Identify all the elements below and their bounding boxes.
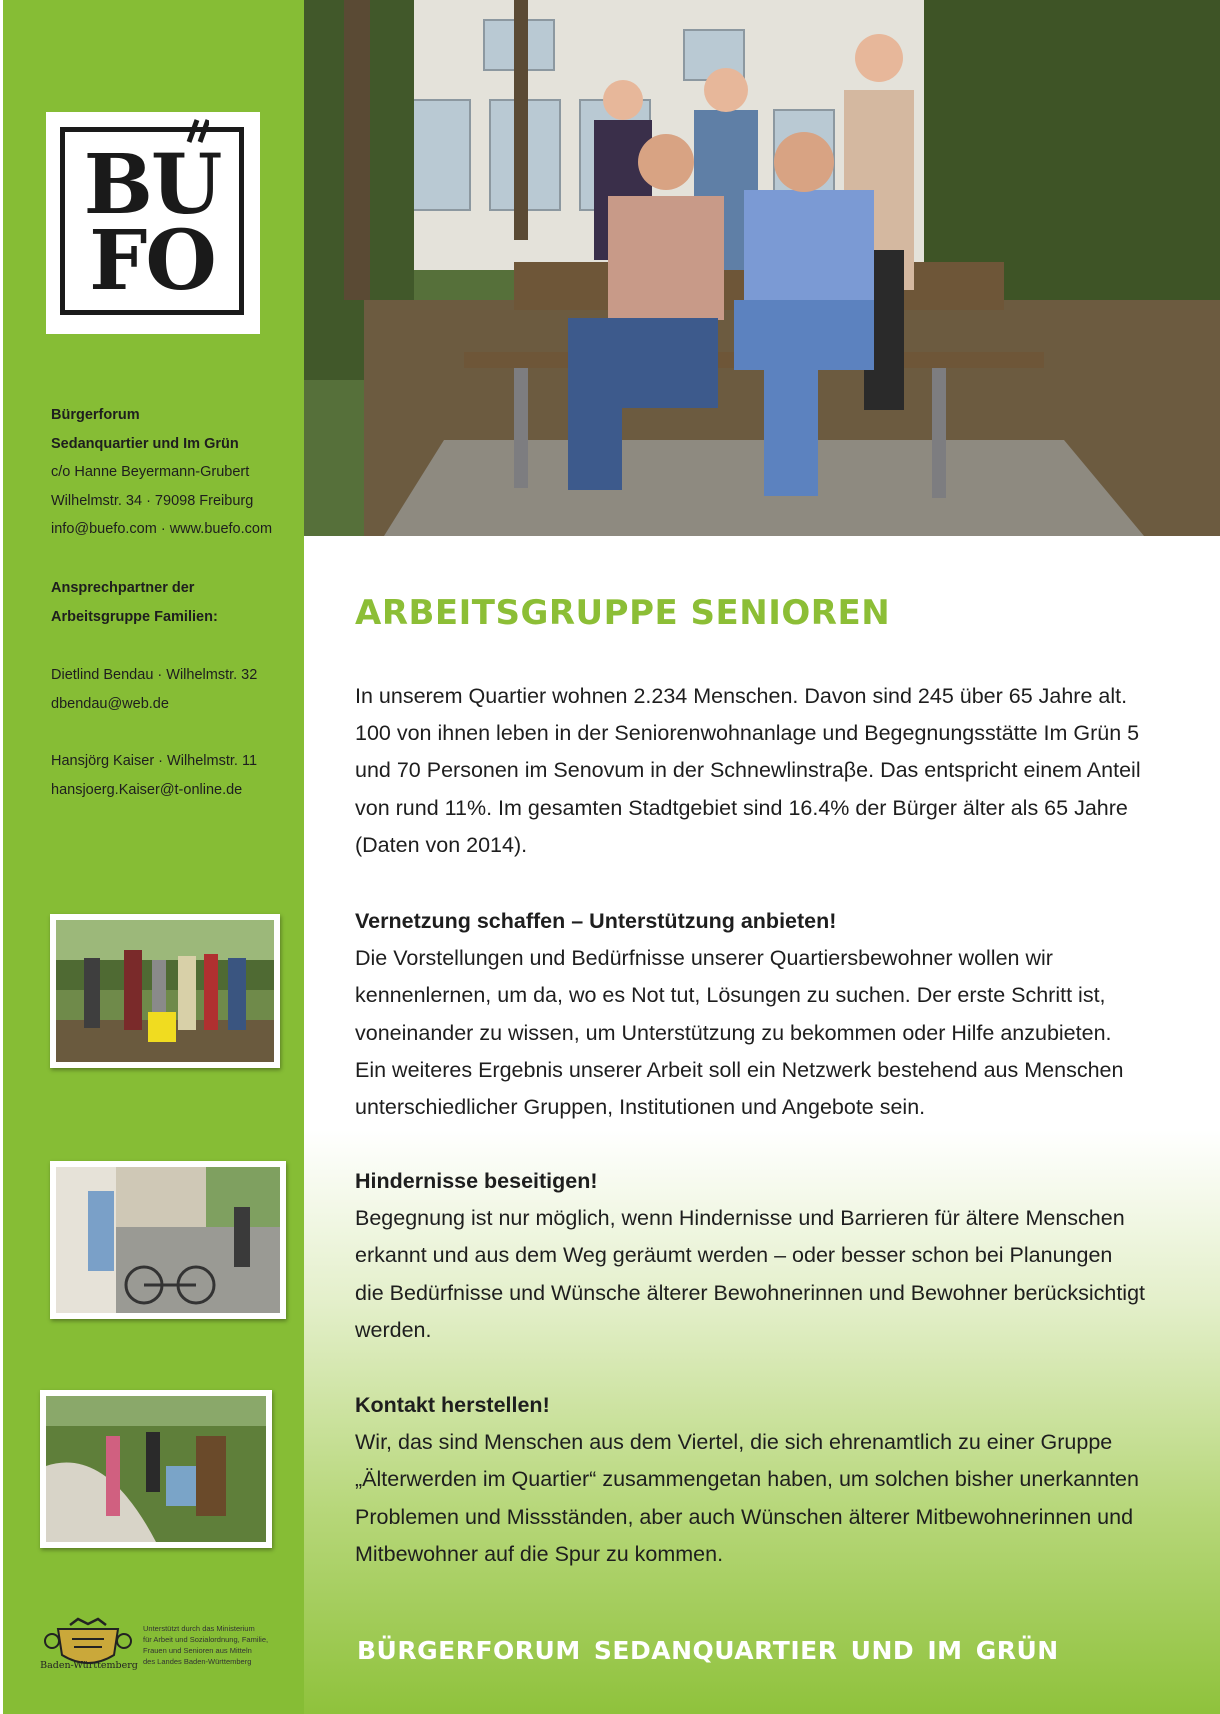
group-cleanup-photo xyxy=(50,914,280,1068)
section-heading: Vernetzung schaffen – Unterstützung anbieten! xyxy=(355,909,837,933)
section-line: Ein weiteres Ergebnis unserer Arbeit soll ein Netzwerk bestehend aus Menschen xyxy=(355,1057,1124,1082)
section-line: voneinander zu wissen, um Unterstützung zu bekommen oder Hilfe anzubieten. xyxy=(355,1020,1112,1045)
logo-text-bottom: FO xyxy=(89,213,215,309)
logo-text-top: BU xyxy=(83,137,221,233)
intro-line: und 70 Personen im Senovum in der Schnewlinstraβe. Das entspricht einem Anteil xyxy=(355,758,1141,783)
buefo-logo xyxy=(46,112,260,334)
section-line: Begegnung ist nur möglich, wenn Hindernisse und Barrieren für ältere Menschen xyxy=(355,1206,1125,1231)
section-line: Mitbewohner auf die Spur zu kommen. xyxy=(355,1541,724,1566)
section-line: Problemen und Missständen, aber auch Wünschen älterer Mitbewohnerinnen und xyxy=(355,1504,1134,1529)
section-line: Die Vorstellungen und Bedürfnisse unserer Quartiersbewohner wollen wir xyxy=(355,946,1053,971)
person-email[interactable]: hansjoerg.Kaiser@t-online.de xyxy=(51,781,243,798)
hero-group-photo xyxy=(304,0,1220,536)
sidebar xyxy=(0,0,304,1714)
section-kontakt xyxy=(355,1387,1185,1573)
org-name-line: Sedanquartier und Im Grün xyxy=(51,435,239,452)
intro-line: (Daten von 2014). xyxy=(355,832,528,857)
contact-person-2 xyxy=(51,747,301,804)
section-line: „Älterwerden im Quartier“ zusammengetan haben, um solchen bisher unerkannten xyxy=(355,1467,1139,1492)
section-line: die Bedürfnisse und Wünsche älterer Bewohnerinnen und Bewohner berücksichtigt xyxy=(355,1280,1145,1305)
section-line: kennenlernen, um da, wo es Not tut, Lösungen zu suchen. Der erste Schritt ist, xyxy=(355,983,1106,1008)
partners-heading-line: Ansprechpartner der xyxy=(51,580,195,596)
section-line: erkannt und aus dem Weg geräumt werden – oder besser schon bei Planungen xyxy=(355,1243,1113,1268)
section-hindernisse xyxy=(355,1163,1185,1349)
state-name: Baden-Württemberg xyxy=(40,1660,138,1671)
intro-line: In unserem Quartier wohnen 2.234 Menschen. Davon sind 245 über 65 Jahre alt. xyxy=(355,684,1128,708)
section-line: werden. xyxy=(355,1317,432,1342)
person-email[interactable]: dbendau@web.de xyxy=(51,695,169,712)
support-line: Frauen und Senioren aus Mitteln xyxy=(143,1646,252,1655)
person-address: Hansjörg Kaiser · Wilhelmstr. 11 xyxy=(51,753,258,769)
section-heading: Kontakt herstellen! xyxy=(355,1393,550,1417)
page-title: ARBEITSGRUPPE SENIOREN xyxy=(355,593,891,633)
intro-paragraph xyxy=(355,678,1185,864)
partners-heading xyxy=(51,574,301,631)
contact-person-1 xyxy=(51,661,301,718)
logo-frame xyxy=(60,127,244,315)
support-line: des Landes Baden-Württemberg xyxy=(143,1657,252,1666)
sidebar-edge xyxy=(0,0,3,1714)
footer-title: BÜRGERFORUM SEDANQUARTIER UND IM GRÜN xyxy=(357,1636,1059,1665)
address-line: c/o Hanne Beyermann-Grubert xyxy=(51,464,250,480)
support-line: Unterstützt durch das Ministerium xyxy=(143,1624,255,1633)
section-heading: Hindernisse beseitigen! xyxy=(355,1169,598,1193)
contact-email-web[interactable]: info@buefo.com · www.buefo.com xyxy=(51,521,273,537)
partners-heading-line: Arbeitsgruppe Familien: xyxy=(51,608,218,625)
section-line: Wir, das sind Menschen aus dem Viertel, die sich ehrenamtlich zu einer Gruppe xyxy=(355,1430,1113,1455)
section-line: unterschiedlicher Gruppen, Institutionen und Angebote sein. xyxy=(355,1095,926,1120)
intro-line: von rund 11%. Im gesamten Stadtgebiet sind 16.4% der Bürger älter als 65 Jahre xyxy=(355,795,1128,820)
support-note xyxy=(143,1623,293,1667)
contact-org xyxy=(51,401,301,544)
person-address: Dietlind Bendau · Wilhelmstr. 32 xyxy=(51,667,258,683)
street-bicycles-photo xyxy=(50,1161,286,1319)
address-line: Wilhelmstr. 34 · 79098 Freiburg xyxy=(51,492,254,509)
support-line: für Arbeit und Sozialordnung, Familie, xyxy=(143,1635,269,1644)
intro-line: 100 von ihnen leben in der Seniorenwohnanlage und Begegnungsstätte Im Grün 5 xyxy=(355,721,1140,746)
section-vernetzung xyxy=(355,903,1185,1126)
org-name-line: Bürgerforum xyxy=(51,407,140,423)
garden-planting-photo xyxy=(40,1390,272,1548)
